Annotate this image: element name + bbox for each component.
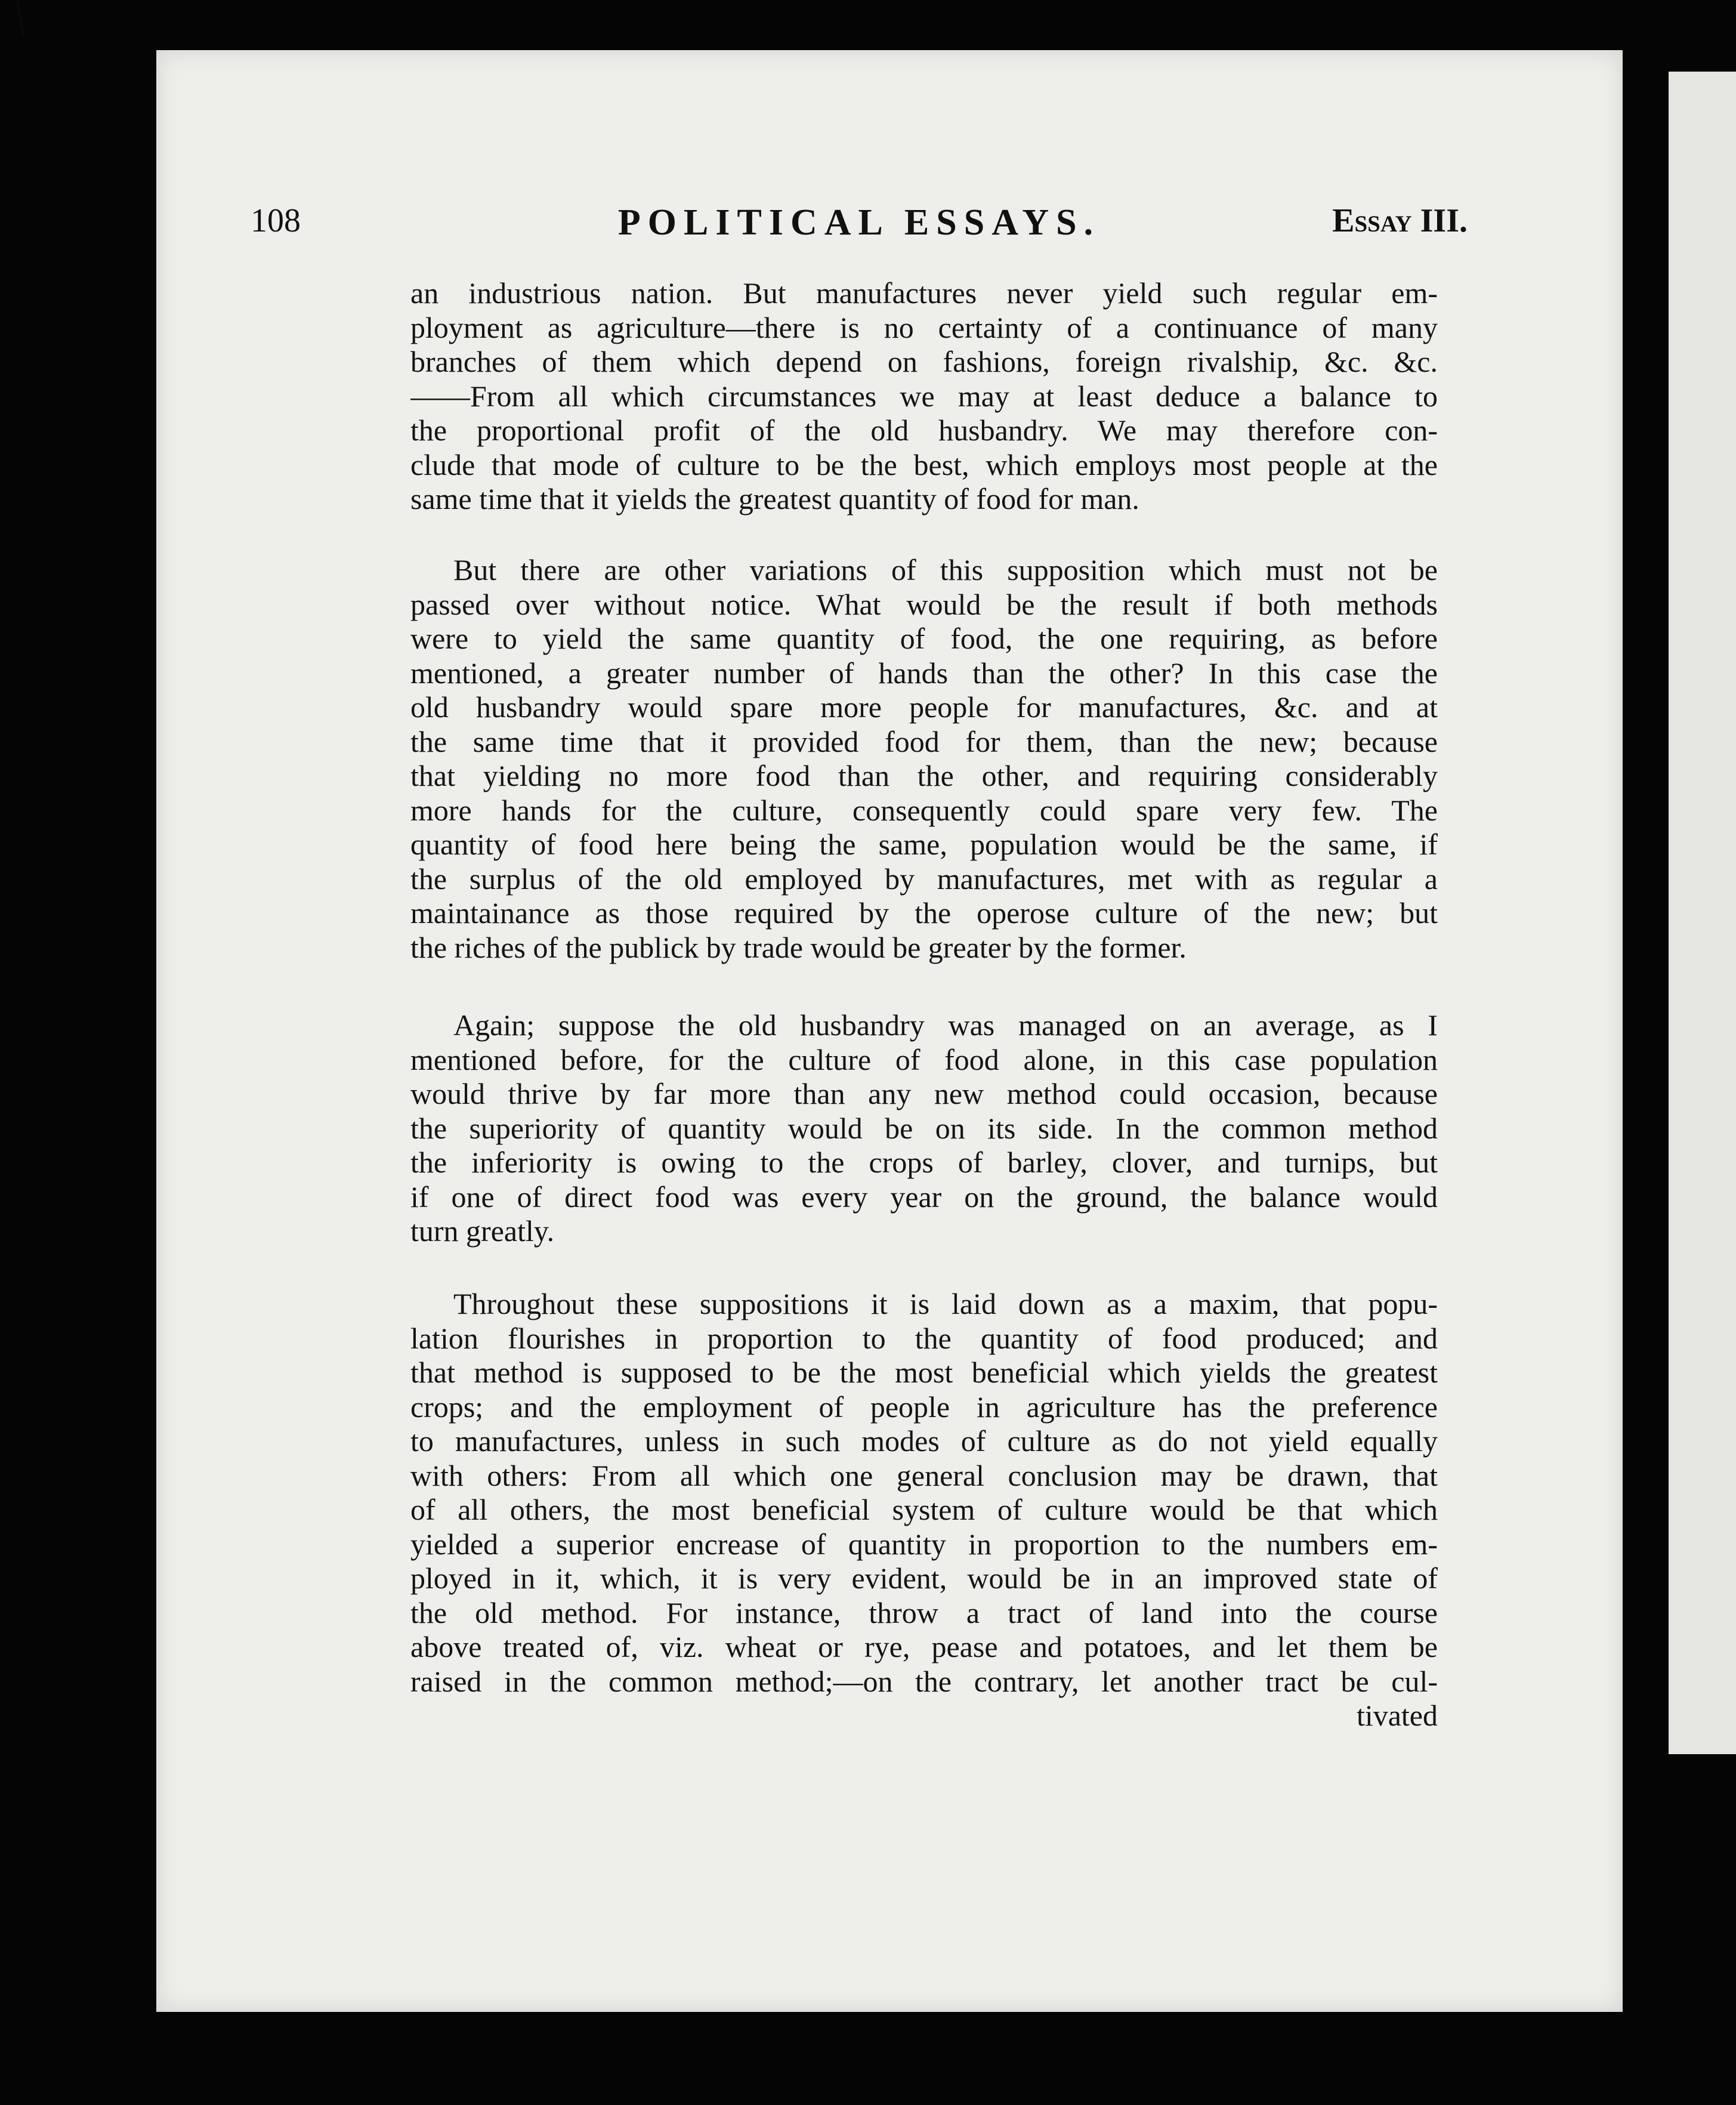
catchword: tivated: [1356, 1699, 1438, 1732]
text-line: branches of them which depend on fashions, foreign rivalship, &c. &c.: [410, 345, 1438, 378]
page-number: 108: [251, 202, 301, 239]
text-line: maintainance as those required by the operose culture of the new; but: [410, 896, 1438, 930]
scan-mark: [16, 0, 24, 36]
text-line: ——From all which circumstances we may at least deduce a balance to: [410, 379, 1438, 413]
text-line: the proportional profit of the old husbandry. We may therefore con-: [410, 413, 1438, 447]
text-line: mentioned, a greater number of hands than the other? In this case the: [410, 656, 1438, 690]
text-line: the same time that it provided food for them, than the new; because: [410, 724, 1438, 758]
paragraph-3: [410, 1008, 1438, 1249]
facing-page-edge: [1669, 72, 1736, 1754]
text-line: to manufactures, unless in such modes of culture as do not yield equally: [410, 1424, 1438, 1458]
text-line: an industrious nation. But manufactures never yield such regular em-: [410, 276, 1438, 310]
paragraph-4: [410, 1287, 1438, 1699]
text-line: quantity of food here being the same, population would be the same, if: [410, 828, 1438, 861]
text-line: would thrive by far more than any new method could occasion, because: [410, 1077, 1438, 1110]
text-line: same time that it yields the greatest quantity of food for man.: [410, 482, 1139, 516]
text-line: yielded a superior encrease of quantity in proportion to the numbers em-: [410, 1527, 1438, 1561]
text-line: But there are other variations of this supposition which must not be: [453, 553, 1438, 587]
text-line: of all others, the most beneficial system of culture would be that which: [410, 1493, 1438, 1526]
text-line: ployed in it, which, it is very evident, would be in an improved state of: [410, 1561, 1438, 1595]
text-line: Again; suppose the old husbandry was managed on an average, as I: [453, 1008, 1438, 1042]
text-line: more hands for the culture, consequently could spare very few. The: [410, 793, 1438, 827]
text-line: turn greatly.: [410, 1214, 555, 1248]
paragraph-2: [410, 553, 1438, 965]
text-line: the riches of the publick by trade would be greater by the former.: [410, 930, 1187, 964]
text-line: lation flourishes in proportion to the quantity of food produced; and: [410, 1321, 1438, 1355]
text-line: that method is supposed to be the most beneficial which yields the greatest: [410, 1356, 1438, 1389]
text-line: the superiority of quantity would be on its side. In the common method: [410, 1111, 1438, 1145]
essay-label: Essay III.: [1332, 202, 1468, 239]
text-line: above treated of, viz. wheat or rye, pease and potatoes, and let them be: [410, 1630, 1438, 1663]
text-line: if one of direct food was every year on the ground, the balance would: [410, 1180, 1438, 1214]
text-line: the inferiority is owing to the crops of barley, clover, and turnips, but: [410, 1146, 1438, 1179]
text-line: were to yield the same quantity of food, the one requiring, as before: [410, 622, 1438, 655]
text-line: Throughout these suppositions it is laid down as a maxim, that popu-: [453, 1287, 1438, 1320]
running-title: POLITICAL ESSAYS.: [617, 202, 1101, 243]
text-line: passed over without notice. What would be the result if both methods: [410, 587, 1438, 621]
text-line: mentioned before, for the culture of food alone, in this case population: [410, 1042, 1438, 1076]
text-line: the old method. For instance, throw a tract of land into the course: [410, 1595, 1438, 1629]
text-line: ployment as agriculture—there is no certainty of a continuance of many: [410, 310, 1438, 344]
paragraph-1: [410, 276, 1438, 517]
text-line: raised in the common method;—on the contrary, let another tract be cul-: [410, 1664, 1438, 1698]
text-line: with others: From all which one general conclusion may be drawn, that: [410, 1458, 1438, 1492]
text-line: old husbandry would spare more people for manufactures, &c. and at: [410, 690, 1438, 724]
text-line: the surplus of the old employed by manufactures, met with as regular a: [410, 862, 1438, 896]
catchword-block: [410, 1699, 1438, 1733]
text-line: crops; and the employment of people in agriculture has the preference: [410, 1390, 1438, 1424]
text-line: clude that mode of culture to be the best, which employs most people at the: [410, 447, 1438, 482]
text-line: that yielding no more food than the other, and requiring considerably: [410, 759, 1438, 792]
running-header: [251, 202, 1468, 255]
